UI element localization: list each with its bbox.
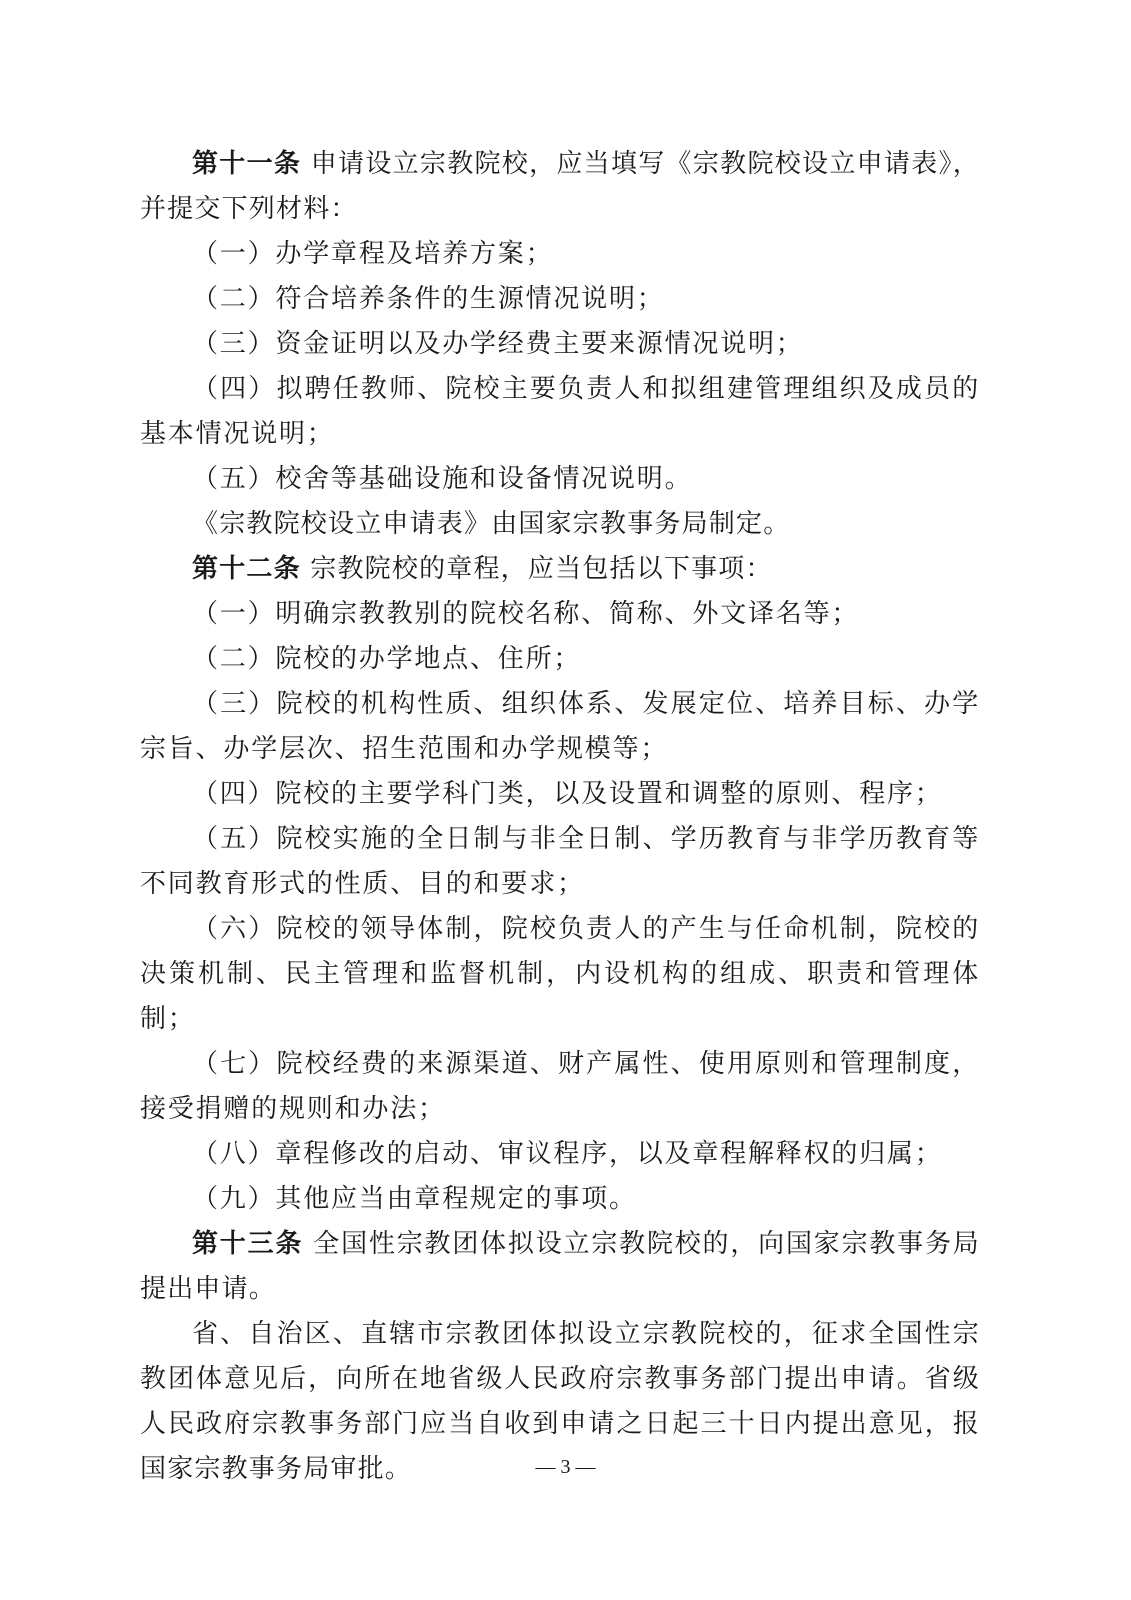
article-11-item-1: （一）办学章程及培养方案；	[192, 239, 554, 269]
page-number: — 3 —	[535, 1456, 596, 1478]
article-13-paragraph-2: 省、自治区、直辖市宗教团体拟设立宗教院校的，征求全国性宗教团体意见后，向所在地省级人民政府宗教事务部门提出申请。省级人民政府宗教事务部门应当自收到申请之日起三十日内提出意见，报国家宗教事务局审批。	[140, 1319, 980, 1484]
article-11-note: 《宗教院校设立申请表》由国家宗教事务局制定。	[192, 509, 791, 539]
article-12-item-4: （四）院校的主要学科门类，以及设置和调整的原则、程序；	[192, 779, 943, 809]
article-12-item-9: （九）其他应当由章程规定的事项。	[192, 1184, 637, 1214]
article-12-item-1: （一）明确宗教教别的院校名称、简称、外文译名等；	[192, 599, 860, 629]
article-11-item-2: （二）符合培养条件的生源情况说明；	[192, 284, 665, 314]
article-12-item-7: （七）院校经费的来源渠道、财产属性、使用原则和管理制度，接受捐赠的规则和办法；	[140, 1049, 980, 1124]
article-12-item-6: （六）院校的领导体制，院校负责人的产生与任命机制，院校的决策机制、民主管理和监督机制，内设机构的组成、职责和管理体制；	[140, 914, 980, 1034]
article-12-item-5: （五）院校实施的全日制与非全日制、学历教育与非学历教育等不同教育形式的性质、目的和要求；	[140, 824, 980, 899]
article-12-item-3: （三）院校的机构性质、组织体系、发展定位、培养目标、办学宗旨、办学层次、招生范围和办学规模等；	[140, 689, 980, 764]
article-11-heading: 第十一条	[192, 149, 302, 179]
article-12-paragraph	[140, 547, 980, 592]
article-11-item-4: （四）拟聘任教师、院校主要负责人和拟组建管理组织及成员的基本情况说明；	[140, 374, 980, 449]
article-13-text: 全国性宗教团体拟设立宗教院校的，向国家宗教事务局提出申请。	[140, 1229, 980, 1304]
article-11-item-3: （三）资金证明以及办学经费主要来源情况说明；	[192, 329, 804, 359]
article-13-heading: 第十三条	[192, 1229, 304, 1259]
article-13-paragraph	[140, 1222, 980, 1312]
article-11-paragraph	[140, 142, 980, 232]
article-11-text: 申请设立宗教院校，应当填写《宗教院校设立申请表》，并提交下列材料：	[140, 149, 980, 224]
article-12-item-8: （八）章程修改的启动、审议程序，以及章程解释权的归属；	[192, 1139, 943, 1169]
article-12-heading: 第十二条	[192, 554, 301, 584]
article-12-item-2: （二）院校的办学地点、住所；	[192, 644, 582, 674]
article-12-text: 宗教院校的章程，应当包括以下事项：	[310, 554, 773, 584]
document-body	[140, 142, 980, 1492]
article-11-item-5: （五）校舍等基础设施和设备情况说明。	[192, 464, 693, 494]
